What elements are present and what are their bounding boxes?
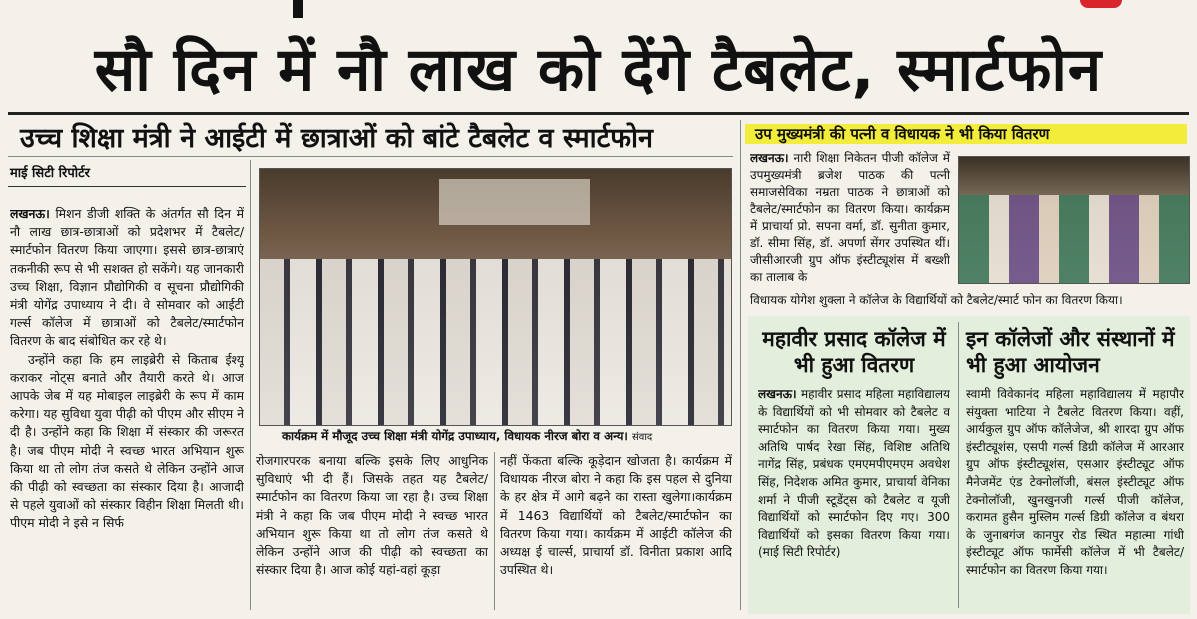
box1-text-wrap: [758, 386, 950, 586]
byline: माई सिटी रिपोर्टर: [10, 166, 90, 181]
right-divider: [740, 120, 741, 610]
photo-banner: [439, 179, 590, 225]
article-paragraph-1: मिशन डीजी शक्ति के अंतर्गत सौ दिन में नौ लाख छात्र-छात्राओं को प्रदेशभर में टैबलेट/स्मार्टफोन वितरण किया जाएगा। इससे छात्र-छात्राएं तकनीकी रूप से भी सशक्त हो सकेंगे। यह जानकारी उच्च शिक्षा, विज्ञान प्रौद्योगिकी व सूचना प्रौद्योगिकी मंत्री योगेंद्र उपाध्याय ने दी। वे सोमवार को आईटी गर्ल्स कॉलेज में छात्राओं को टैबलेट/स्मार्टफोन वितरण के बाद संबोधित कर रहे थे।: [10, 206, 244, 349]
right-story-paragraph: नारी शिक्षा निकेतन पीजी कॉलेज में उपमुख्यमंत्री ब्रजेश पाठक की पत्नी समाजसेविका नम्रता पाठक ने छात्राओं को टैबलेट/स्मार्टफोन का वितरण किया। कार्यक्रम में प्राचार्या प्रो. सपना वर्मा, डॉ. सुनीता कुमार, डॉ. सीमा सिंह, डॉ. अपर्णा सेंगर उपस्थित थीं। जीसीआरजी ग्रुप ऑफ इंस्टीट्यूशंस में बख्शी का तालाब के: [750, 151, 950, 284]
top-black-mark: [293, 0, 303, 18]
right-story-photo: [958, 156, 1190, 284]
photo-caption-text: कार्यक्रम में मौजूद उच्च शिक्षा मंत्री योगेंद्र उपाध्याय, विधायक नीरज बोरा व अन्य।: [282, 429, 628, 443]
right-photo-people: [959, 195, 1189, 283]
event-photo: [259, 168, 732, 426]
column-divider: [250, 160, 251, 610]
box1-title: महावीर प्रसाद कॉलेज में भी हुआ वितरण: [762, 327, 946, 377]
box2-title: इन कॉलेजों और संस्थानों में भी हुआ आयोजन: [966, 327, 1175, 377]
photo-caption: [282, 428, 722, 444]
right-story-continued: विधायक योगेश शुक्ला ने कॉलेज के विद्यार्थियों को टैबलेट/स्मार्ट फोन का वितरण किया।: [750, 293, 1123, 307]
article-paragraph-2: उन्होंने कहा कि हम लाइब्रेरी से किताब ईश्यू कराकर नोट्स बनाते और तैयारी करते थे। आज आपके जेब में यह मोबाइल लाइब्रेरी के रूप में काम करेगा। यह सुविधा युवा पीढ़ी को पीएम और सीएम ने दी है। उन्होंने कहा कि शिक्षा में संस्कार की जरूरत है। जब पीएम मोदी ने स्वच्छ भारत अभियान शुरू किया था तो लोग तंज कसते थे लेकिन उन्होंने आज की पीढ़ी को स्वच्छता का संस्कार दिया है। आजादी से पहले युवाओं को संस्कार विहीन शिक्षा मिलती थी। पीएम मोदी ने इसे न सिर्फ: [10, 351, 244, 531]
dateline: लखनऊ।: [10, 206, 50, 221]
right-story-headline: उप मुख्यमंत्री की पत्नी व विधायक ने भी किया वितरण: [745, 124, 1187, 144]
box2-text: स्वामी विवेकानंद महिला महाविद्यालय में महापौर संयुक्ता भाटिया ने टैबलेट वितरण किया। वहीं, आर्यकुल ग्रुप ऑफ कॉलेजेज, श्री शारदा ग्रुप ऑफ इंस्टीट्यूशंस, एसपी गर्ल्स डिग्री कॉलेज में आरआर ग्रुप ऑफ इंस्टीट्यूशंस, एसआर इंस्टीट्यूट ऑफ मैनेजमेंट एंड टेक्नोलॉजी, बंसल इंस्टीट्यूट ऑफ टेक्नोलॉजी, खुनखुनजी गर्ल्स पीजी कॉलेज, करामत हुसैन मुस्लिम गर्ल्स डिग्री कॉलेज व बंथरा के जुनाबगंज कानपुर रोड स्थित महात्मा गांधी इंस्टीट्यूट ऑफ फार्मेसी कॉलेज में भी टैबलेट/स्मार्टफोन का वितरण किया गया।: [966, 387, 1184, 577]
box1-dateline: लखनऊ।: [758, 387, 797, 401]
headline-rule: [8, 112, 1189, 115]
top-red-mark: [1080, 0, 1122, 8]
box2: [966, 326, 1184, 610]
byline-rule: [8, 186, 246, 187]
article-column-2: [256, 452, 488, 612]
photo-credit: संवाद: [632, 432, 653, 443]
article-column-1: [10, 205, 244, 613]
article-column-3: [500, 452, 732, 612]
article-paragraph-4: नहीं फेंकता बल्कि कूड़ेदान खोजता है। कार्यक्रम में विधायक नीरज बोरा ने कहा कि इस पहल से दुनिया के हर क्षेत्र में आगे बढ़ने का रास्ता खुलेगा।कार्यक्रम में 1463 विद्यार्थियों को टैबलेट/स्मार्टफोन का वितरण किया गया। कार्यक्रम में आईटी कॉलेज की अध्यक्ष ई चार्ल्स, प्राचार्या डॉ. विनीता प्रकाश आदि उपस्थित थे।: [500, 453, 732, 578]
photo-students: [260, 259, 731, 425]
page-headline: सौ दिन में नौ लाख को देंगे टैबलेट, स्मार्टफोन: [94, 35, 1103, 105]
right-story-text: [750, 150, 950, 290]
right-dateline: लखनऊ।: [750, 151, 789, 165]
article-paragraph-3: रोजगारपरक बनाया बल्कि इसके लिए आधुनिक सुविधाएं भी दी हैं। जिसके तहत यह टैबलेट/स्मार्टफोन का वितरण किया जा रहा है। उच्च शिक्षा मंत्री ने कहा कि जब पीएम मोदी ने स्वच्छ भारत अभियान शुरू किया था तो लोग तंज कसते थे लेकिन उन्होंने आज की पीढ़ी को स्वच्छता का संस्कार दिया है। आज कोई यहां-वहां कूड़ा: [256, 453, 488, 578]
box1-text: महावीर प्रसाद महिला महाविद्यालय के विद्यार्थियों को भी सोमवार को टैबलेट व स्मार्टफोन का वितरण किया गया। मुख्य अतिथि पार्षद रेखा सिंह, विशिष्ट अतिथि नागेंद्र सिंह, प्रबंधक एमएमपीएमएम अवधेश सिंह, निदेशक अमित कुमार, प्राचार्या वेनिका शर्मा ने पीजी स्टूडेंट्स को टैबलेट व यूजी विद्यार्थियों को स्मार्टफोन दिए गए। 300 विद्यार्थियों को इसका वितरण किया गया। (माई सिटी रिपोर्टर): [758, 387, 950, 560]
box1: [758, 326, 950, 586]
column-divider-2: [494, 452, 495, 610]
sub-headline: उच्च शिक्षा मंत्री ने आईटी में छात्राओं को बांटे टैबलेट व स्मार्टफोन: [20, 123, 654, 154]
subhead-rule: [8, 156, 733, 157]
box-divider: [958, 322, 959, 608]
